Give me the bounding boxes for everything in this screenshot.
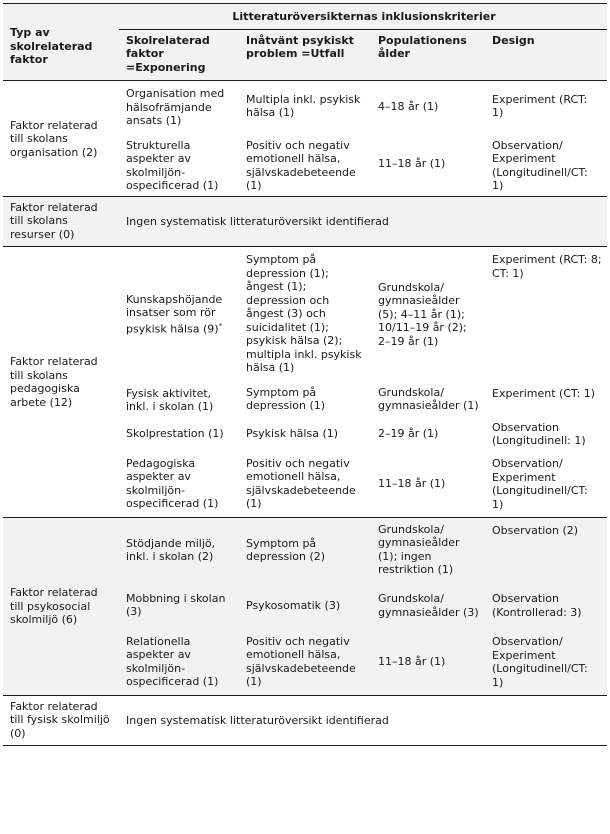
group-label: Faktor relaterad till skolans resurser (0) <box>3 196 119 247</box>
design-cell: Observation/ Experiment (Longitudinell/CT: 1) <box>485 451 607 518</box>
design-cell: Observation (Kontrollerad: 3) <box>485 582 607 629</box>
outcome-cell: Psykosomatik (3) <box>239 582 371 629</box>
table-row <box>3 196 607 247</box>
col-header-design: Design <box>485 29 607 81</box>
exposure-cell: Stödjande miljö, inkl. i skolan (2) <box>119 517 239 582</box>
table-row <box>3 695 607 746</box>
age-cell: Grundskola/ gymnasieålder (1) <box>378 385 479 412</box>
group-label: Faktor relaterad till skolans pedagogiska arbete (12) <box>3 247 119 518</box>
footnote-marker: * <box>218 321 223 330</box>
design-cell: Experiment (RCT: 8; CT: 1) <box>492 253 602 280</box>
age-cell: 11–18 år (1) <box>371 131 485 197</box>
age-cell: 11–18 år (1) <box>371 629 485 696</box>
col-header-age: Populationens ålder <box>371 29 485 81</box>
outcome-cell: Positiv och negativ emotionell hälsa, självskadebeteende (1) <box>239 451 371 518</box>
exposure-cell: Fysisk aktivitet, inkl. i skolan (1) <box>126 386 214 413</box>
col-header-type: Typ av skolrelaterad faktor <box>3 4 119 81</box>
design-cell: Observation/ Experiment (Longitudinell/CT: 1) <box>485 131 607 197</box>
exposure-cell: Strukturella aspekter av skolmiljön-ospecificerad (1) <box>119 131 239 197</box>
outcome-cell: Symptom på depression (1); ångest (1); depression och ångest (3) och suicidalitet (1); psykisk hälsa (2); multipla inkl. psykisk hälsa (1) <box>246 253 362 374</box>
age-cell: Grundskola/ gymnasieålder (1); ingen restriktion (1) <box>371 517 485 582</box>
exposure-cell <box>119 247 239 381</box>
table-row <box>3 247 607 381</box>
outcome-cell: Psykisk hälsa (1) <box>246 427 339 441</box>
age-cell: Grundskola/ gymnasieålder (5); 4–11 år (1); 10/11–19 år (2); 2–19 år (1) <box>378 280 467 348</box>
exposure-cell: Organisation med hälsofrämjande ansats (1) <box>126 87 225 127</box>
design-cell: Observation (Longitudinell: 1) <box>492 420 586 447</box>
design-cell: Experiment (RCT: 1) <box>492 92 588 120</box>
no-review-cell: Ingen systematisk litteraturöversikt identifierad <box>119 695 607 746</box>
outcome-cell: Positiv och negativ emotionell hälsa, självskadebeteende (1) <box>239 131 371 197</box>
exposure-cell: Relationella aspekter av skolmiljön-ospecificerad (1) <box>119 629 239 696</box>
outcome-cell: Positiv och negativ emotionell hälsa, självskadebeteende (1) <box>239 629 371 696</box>
exposure-text: Kunskapshöjande insatser som rör psykisk hälsa (9) <box>126 292 223 336</box>
group-label: Faktor relaterad till psykosocial skolmiljö (6) <box>3 517 119 695</box>
design-cell: Observation/ Experiment (Longitudinell/CT: 1) <box>485 629 607 696</box>
outcome-cell: Multipla inkl. psykisk hälsa (1) <box>246 92 361 120</box>
inclusion-criteria-table <box>3 3 607 746</box>
age-cell: 11–18 år (1) <box>371 451 485 518</box>
age-cell: 4–18 år (1) <box>378 99 439 113</box>
col-header-inclusion-criteria: Litteraturöversikternas inklusionskriterier <box>119 4 607 30</box>
table-row <box>3 81 607 131</box>
design-cell: Observation (2) <box>485 517 607 582</box>
no-review-cell: Ingen systematisk litteraturöversikt identifierad <box>119 196 607 247</box>
col-header-outcome: Inåtvänt psykiskt problem =Utfall <box>239 29 371 81</box>
age-cell: 2–19 år (1) <box>378 427 439 441</box>
table-row <box>3 517 607 582</box>
header-row-top <box>3 4 607 30</box>
outcome-cell: Symptom på depression (1) <box>246 385 326 412</box>
design-cell: Experiment (CT: 1) <box>492 386 596 400</box>
exposure-cell: Mobbning i skolan (3) <box>119 582 239 629</box>
age-cell: Grundskola/ gymnasieålder (3) <box>371 582 485 629</box>
col-header-exposure: Skolrelaterad faktor =Exponering <box>119 29 239 81</box>
group-label: Faktor relaterad till skolans organisation (2) <box>3 81 119 197</box>
outcome-cell: Symptom på depression (2) <box>239 517 371 582</box>
exposure-cell: Skolprestation (1) <box>126 426 224 440</box>
exposure-cell: Pedagogiska aspekter av skolmiljön-ospecificerad (1) <box>119 451 239 518</box>
group-label: Faktor relaterad till fysisk skolmiljö (0) <box>3 695 119 746</box>
